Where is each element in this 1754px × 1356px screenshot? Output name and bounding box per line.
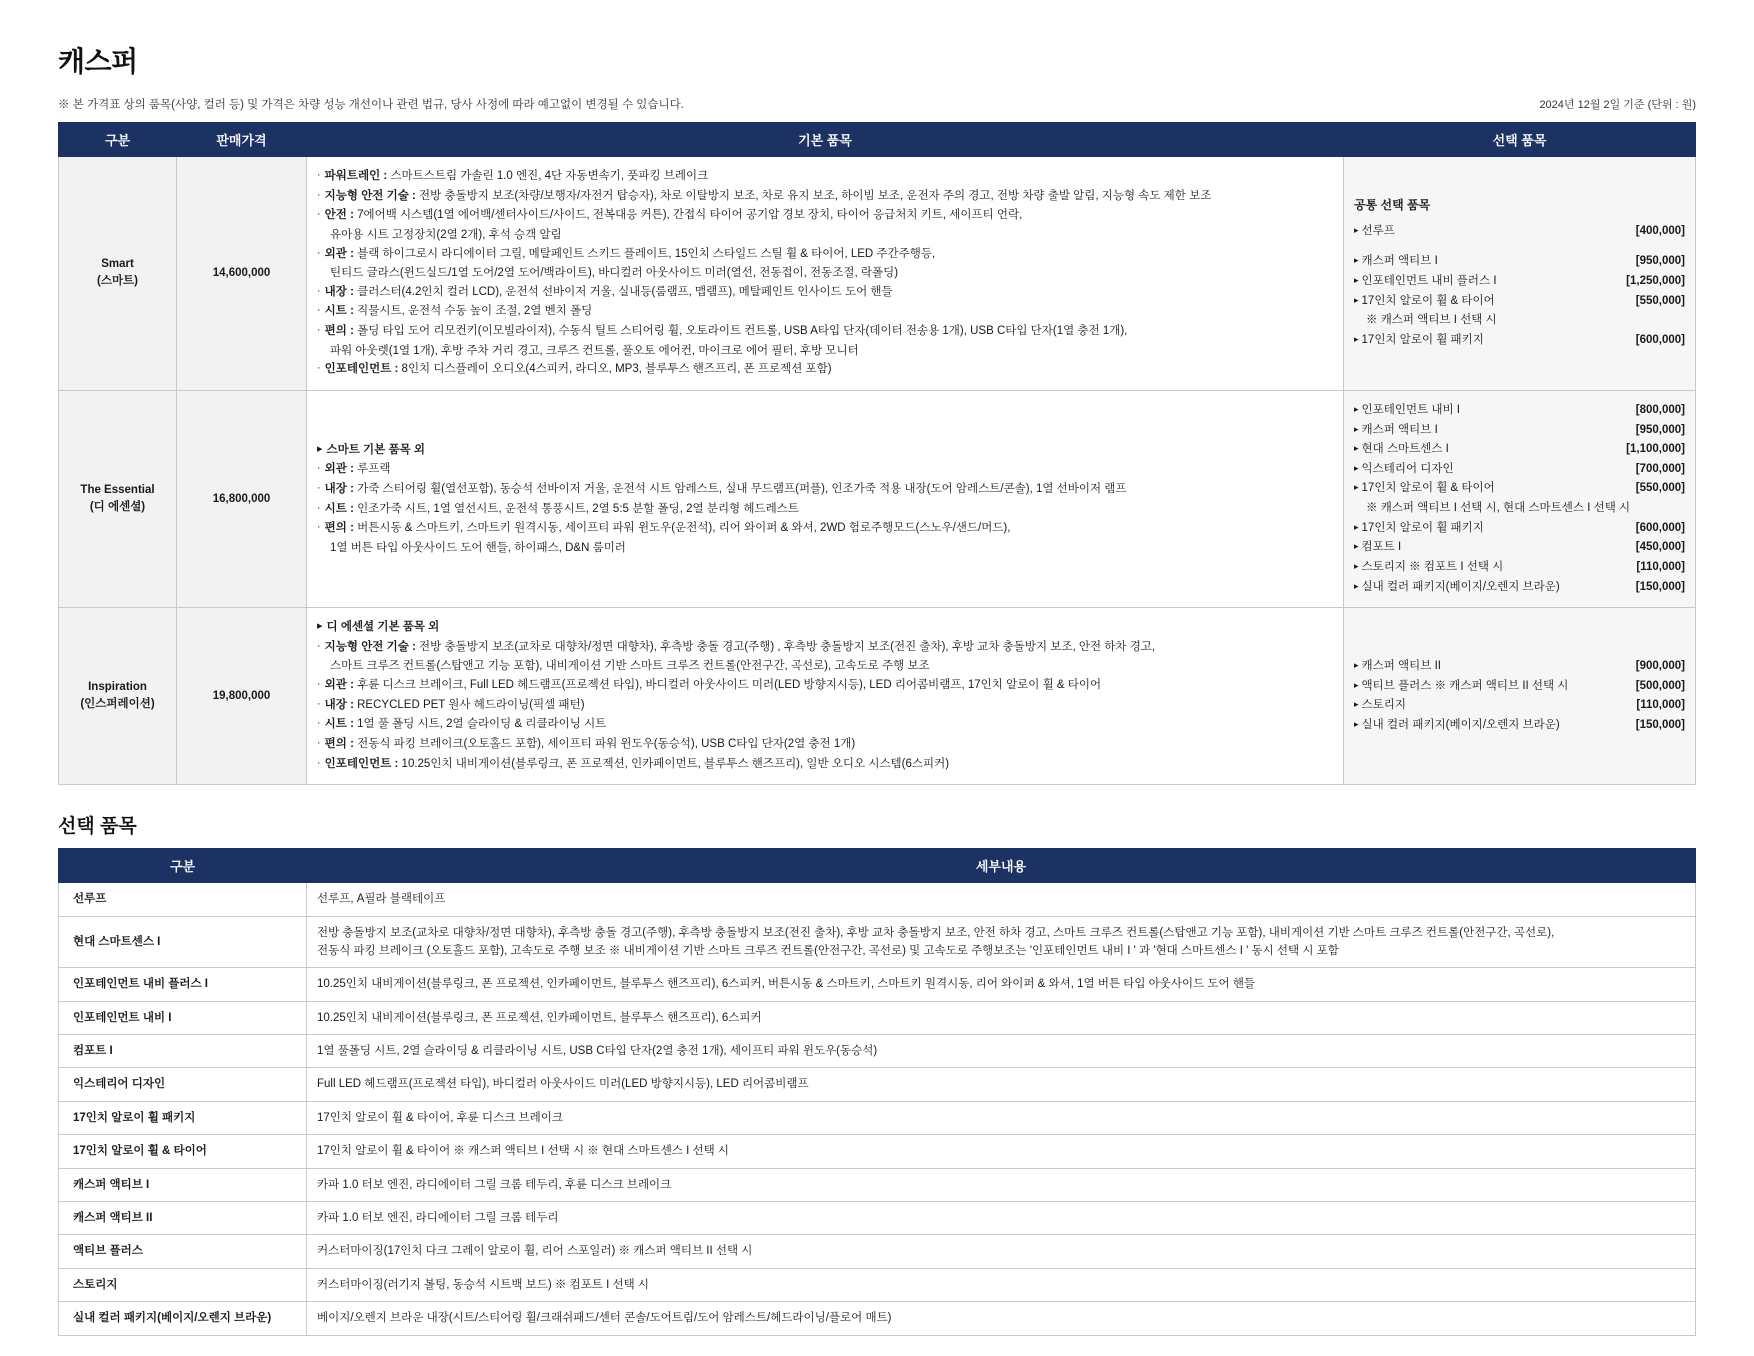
arrow-bullet-icon: ▸ (317, 442, 323, 455)
basic-item-label: 외관 : (324, 247, 354, 260)
optional-item-label: 선루프 (1361, 224, 1395, 237)
optional-item-price: [550,000] (1635, 294, 1685, 307)
arrow-bullet-icon: ▸ (1354, 333, 1359, 344)
option-category-cell: 익스테리어 디자인 (59, 1068, 307, 1101)
option-category-cell: 컴포트 I (59, 1035, 307, 1068)
option-detail-cell: 전방 충돌방지 보조(교차로 대향차/정면 대향차), 후측방 충돌 경고(주행), 후측방 충돌방지 보조(전진 출차), 후방 교차 충돌방지 보조, 안전 하차 경고, 스마트 크루즈 컨트롤(스탑앤고 기능 포함), 내비게이션 기반 스마트 크루즈 컨트롤(안전구간, 곡선로), 전동식 파킹 브레이크 (오토홀드 포함), 고속도로 주행 보조 ※ 내비게이션 기반 스마트 크루즈 컨트롤(안전구간, 곡선로) 및 고속도로 주행보조는 '인포테인먼트 내비 I ' 과 '현대 스마트센스 I ' 동시 선택 시 포함 (307, 916, 1696, 968)
option-row (59, 1035, 1696, 1068)
option-category-cell: 캐스퍼 액티브 I (59, 1168, 307, 1201)
optional-item-name (1354, 657, 1636, 676)
basic-item-label: 외관 : (324, 679, 354, 691)
basic-item-label: 시트 : (324, 305, 354, 318)
dot-bullet-icon: · (317, 756, 321, 769)
optional-item-label: 스토리지 ※ 컴포트 I 선택 시 (1361, 560, 1504, 573)
optional-item-label: 스토리지 (1361, 699, 1406, 712)
basic-item-continuation: 1열 버튼 타입 아웃사이드 도어 핸들, 하이패스, D&N 룸미러 (330, 541, 626, 554)
optional-spacer (1354, 241, 1685, 252)
basic-item-label: 외관 : (324, 463, 354, 476)
trim-name-en: Smart (101, 258, 134, 271)
basic-item-value: 10.25인치 내비게이션(블루링크, 폰 프로젝션, 인카페이먼트, 블루투스 핸즈프리), 일반 오디오 시스템(6스피커) (398, 757, 950, 770)
option-column-header-detail: 세부내용 (307, 849, 1696, 883)
optional-item (1354, 657, 1685, 676)
optional-item-label: 17인치 알로이 휠 패키지 (1361, 333, 1484, 346)
optional-item-price: [150,000] (1635, 580, 1685, 593)
optional-item (1354, 578, 1685, 597)
option-table-body (59, 883, 1696, 1335)
basic-item (317, 167, 1333, 186)
optional-group-title: 공통 선택 품목 (1354, 198, 1431, 213)
trim-price-cell: 16,800,000 (177, 390, 307, 607)
option-detail-cell: 커스터마이징(러기지 볼팅, 동승석 시트백 보드) ※ 컴포트 I 선택 시 (307, 1268, 1696, 1301)
basic-item-continuation: 스마트 크루즈 컨트롤(스탑앤고 기능 포함), 내비게이션 기반 스마트 크루즈 컨트롤(안전구간, 곡선로), 고속도로 주행 보조 (330, 660, 930, 673)
basic-item-text (325, 460, 1333, 479)
dot-bullet-icon: · (317, 169, 321, 181)
option-row (59, 1101, 1696, 1134)
optional-item (1354, 696, 1685, 715)
basic-item-text (325, 500, 1333, 519)
optional-item (1354, 479, 1685, 498)
basic-item (317, 755, 1333, 774)
basic-item (317, 735, 1333, 754)
dot-bullet-icon: · (317, 246, 321, 259)
basic-item-label: 인포테인먼트 : (324, 757, 399, 770)
optional-item (1354, 558, 1685, 577)
option-detail-table (58, 848, 1696, 1335)
optional-item (1354, 538, 1685, 557)
basic-item-value: 전방 충돌방지 보조(교차로 대향차/정면 대향차), 후측방 충돌 경고(주행) , 후측방 충돌방지 보조(전진 출차), 후방 교차 충돌방지 보조, 안전 하차 경고, (415, 640, 1156, 653)
basic-item-label: 시트 : (324, 718, 354, 731)
basic-item-value: 스마트스트림 가솔린 1.0 엔진, 4단 자동변속기, 풋파킹 브레이크 (387, 170, 709, 182)
basic-item (317, 715, 1333, 734)
optional-item-label: 액티브 플러스 ※ 캐스퍼 액티브 II 선택 시 (1361, 679, 1569, 692)
optional-item-price: [900,000] (1635, 659, 1685, 672)
basic-item (317, 187, 1333, 206)
optional-item-name (1354, 252, 1636, 271)
basic-item-text (325, 638, 1333, 657)
arrow-bullet-icon: ▸ (1354, 659, 1359, 670)
option-detail-cell: 17인치 알로이 휠 & 타이어 ※ 캐스퍼 액티브 I 선택 시 ※ 현대 스마트센스 I 선택 시 (307, 1135, 1696, 1168)
basic-item-value: RECYCLED PET 원사 헤드라이닝(픽셀 패턴) (353, 698, 585, 711)
optional-item-label: 캐스퍼 액티브 I (1361, 255, 1438, 268)
optional-item-price: [700,000] (1635, 462, 1685, 475)
basic-item (317, 500, 1333, 519)
option-category-cell: 현대 스마트센스 I (59, 916, 307, 968)
option-row (59, 916, 1696, 968)
optional-items-cell (1344, 157, 1696, 391)
arrow-bullet-icon: ▸ (1354, 423, 1359, 434)
basic-item-value: 인조가죽 시트, 1열 열선시트, 운전석 통풍시트, 2열 5:5 분할 폴딩, 2열 분리형 헤드레스트 (353, 502, 799, 515)
dot-bullet-icon: · (317, 208, 321, 221)
basic-item-label: 내장 : (324, 285, 354, 298)
optional-item-label: 컴포트 I (1361, 541, 1402, 554)
option-category-cell: 인포테인먼트 내비 플러스 I (59, 968, 307, 1001)
column-header-basic-items: 기본 품목 (307, 123, 1344, 157)
option-row (59, 883, 1696, 916)
option-detail-cell: 카파 1.0 터보 엔진, 라디에이터 그릴 크롬 테두리 (307, 1202, 1696, 1235)
basic-item-label: 내장 : (324, 482, 354, 495)
basic-item-label: 스마트 기본 품목 외 (326, 443, 425, 456)
column-header-optional-items: 선택 품목 (1344, 123, 1696, 157)
option-row (59, 1068, 1696, 1101)
basic-item-value: 루프랙 (353, 463, 391, 476)
arrow-bullet-icon: ▸ (1354, 275, 1359, 286)
dot-bullet-icon: · (317, 521, 321, 534)
option-category-cell: 17인치 알로이 휠 패키지 (59, 1101, 307, 1134)
basic-item-text (327, 618, 1333, 637)
arrow-bullet-icon: ▸ (1354, 699, 1359, 710)
optional-item (1354, 677, 1685, 696)
arrow-bullet-icon: ▸ (1354, 521, 1359, 532)
optional-item-price: [950,000] (1635, 423, 1685, 436)
basic-item-label: 파워트레인 : (324, 170, 388, 182)
option-section-title: 선택 품목 (58, 816, 137, 838)
optional-item-label: 실내 컬러 패키지(베이지/오렌지 브라운) (1361, 718, 1560, 731)
arrow-bullet-icon: ▸ (1354, 482, 1359, 493)
basic-item-text (327, 441, 1333, 460)
basic-item (317, 460, 1333, 479)
optional-item-label: 인포테인먼트 내비 I (1361, 403, 1460, 416)
optional-item (1354, 716, 1685, 735)
optional-item-label: 17인치 알로이 휠 & 타이어 (1361, 294, 1495, 307)
arrow-bullet-icon: ▸ (1354, 560, 1359, 571)
optional-item-name (1354, 331, 1636, 350)
option-row (59, 1268, 1696, 1301)
basic-items-cell (307, 608, 1344, 785)
option-category-cell: 액티브 플러스 (59, 1235, 307, 1268)
basic-item-text (325, 696, 1333, 715)
dot-bullet-icon: · (317, 284, 321, 297)
trim-name-en: The Essential (80, 483, 155, 496)
basic-item-label: 내장 : (324, 698, 354, 711)
option-detail-cell: 17인치 알로이 휠 & 타이어, 후륜 디스크 브레이크 (307, 1101, 1696, 1134)
basic-item-label: 안전 : (324, 209, 354, 222)
basic-item (317, 480, 1333, 499)
dot-bullet-icon: · (317, 697, 321, 710)
optional-item (1354, 460, 1685, 479)
basic-item-text (325, 206, 1333, 225)
page-title: 캐스퍼 (58, 46, 138, 77)
trim-price-table (58, 122, 1696, 785)
table-header-row (59, 123, 1696, 157)
basic-item (317, 696, 1333, 715)
arrow-bullet-icon: ▸ (317, 620, 323, 633)
optional-item-name (1354, 716, 1636, 735)
optional-item-label: 17인치 알로이 휠 & 타이어 (1361, 482, 1495, 495)
dot-bullet-icon: · (317, 324, 321, 336)
optional-item-name (1354, 479, 1636, 498)
basic-item-label: 시트 : (324, 502, 354, 515)
basic-item-text (325, 480, 1333, 499)
option-row (59, 968, 1696, 1001)
arrow-bullet-icon: ▸ (1354, 679, 1359, 690)
option-detail-cell: 카파 1.0 터보 엔진, 라디에이터 그릴 크롬 테두리, 후륜 디스크 브레이크 (307, 1168, 1696, 1201)
option-category-cell: 인포테인먼트 내비 I (59, 1001, 307, 1034)
basic-item (317, 441, 1333, 460)
optional-item-price: [1,250,000] (1626, 275, 1685, 288)
optional-item-name (1354, 272, 1626, 291)
optional-item-label: 캐스퍼 액티브 I (1361, 423, 1438, 436)
table-body (59, 157, 1696, 785)
trim-name-ko: (인스퍼레이션) (80, 698, 155, 711)
basic-item-value: 전방 충돌방지 보조(차량/보행자/자전거 탑승자), 차로 이탈방지 보조, 차로 유지 보조, 하이빔 보조, 운전자 주의 경고, 전방 차량 출발 알림, 지능형 속도 제한 보조 (415, 189, 1212, 202)
trim-row (59, 608, 1696, 785)
dot-bullet-icon: · (317, 362, 321, 375)
basic-item-text (325, 735, 1333, 754)
optional-item-label: 캐스퍼 액티브 II (1361, 659, 1441, 672)
dot-bullet-icon: · (317, 304, 321, 317)
dot-bullet-icon: · (317, 481, 321, 494)
option-detail-cell: 10.25인치 내비게이션(블루링크, 폰 프로젝션, 인카페이먼트, 블루투스 핸즈프리), 6스피커 (307, 1001, 1696, 1034)
trim-name-ko: (디 에센셜) (89, 501, 146, 513)
optional-item-label: 현대 스마트센스 I (1361, 443, 1449, 456)
arrow-bullet-icon: ▸ (1354, 294, 1359, 305)
optional-item-price: [110,000] (1636, 560, 1685, 573)
optional-item (1354, 292, 1685, 311)
arrow-bullet-icon: ▸ (1354, 224, 1359, 235)
optional-item (1354, 222, 1685, 241)
basic-item (317, 519, 1333, 538)
optional-item-name (1354, 292, 1636, 311)
basic-item-text (325, 322, 1333, 341)
dot-bullet-icon: · (317, 501, 321, 514)
basic-item-value: 폴딩 타입 도어 리모컨키(이모빌라이저), 수동식 틸트 스티어링 휠, 오토라이트 컨트롤, USB A타입 단자(데이터 전송용 1개), USB C타입 단자(1열 충전 1개), (353, 325, 1128, 337)
dot-bullet-icon: · (317, 736, 321, 749)
option-category-cell: 캐스퍼 액티브 II (59, 1202, 307, 1235)
basic-item-value: 클러스터(4.2인치 컬러 LCD), 운전석 선바이저 거울, 실내등(룸램프, 맵램프), 메탈페인트 인사이드 도어 핸들 (353, 285, 893, 298)
basic-item (317, 322, 1333, 341)
basic-item (317, 360, 1333, 379)
trim-name-ko: (스마트) (97, 275, 138, 288)
option-detail-cell: 1열 풀폴딩 시트, 2열 슬라이딩 & 리클라이닝 시트, USB C타입 단자(2열 충전 1개), 세이프티 파워 윈도우(동승석) (307, 1035, 1696, 1068)
optional-item-name (1354, 421, 1636, 440)
optional-item-name (1354, 696, 1636, 715)
option-row (59, 1135, 1696, 1168)
basic-item-value: 버튼시동 & 스마트키, 스마트키 원격시동, 세이프티 파워 윈도우(운전석), 리어 와이퍼 & 와셔, 2WD 험로주행모드(스노우/샌드/머드), (353, 522, 1011, 535)
trim-price-cell: 19,800,000 (177, 608, 307, 785)
basic-item-text (325, 676, 1333, 695)
trim-row (59, 390, 1696, 607)
option-row (59, 1168, 1696, 1201)
optional-item-name (1354, 578, 1636, 597)
basic-item-label: 지능형 안전 기술 : (324, 640, 416, 653)
optional-items-cell (1344, 608, 1696, 785)
option-row (59, 1001, 1696, 1034)
arrow-bullet-icon: ▸ (1354, 462, 1359, 473)
option-column-header-category: 구분 (59, 849, 307, 883)
trim-name-en: Inspiration (88, 680, 147, 693)
basic-item (317, 302, 1333, 321)
dot-bullet-icon: · (317, 188, 321, 201)
basic-item-value: 후륜 디스크 브레이크, Full LED 헤드램프(프로젝션 타입), 바디컬러 아웃사이드 미러(LED 방향지시등), LED 리어콤비램프, 17인치 알로이 휠 & 타이어 (353, 679, 1102, 691)
option-category-cell: 17인치 알로이 휠 & 타이어 (59, 1135, 307, 1168)
optional-item-label: 실내 컬러 패키지(베이지/오렌지 브라운) (1361, 580, 1560, 593)
option-detail-cell: Full LED 헤드램프(프로젝션 타입), 바디컬러 아웃사이드 미러(LED 방향지시등), LED 리어콤비램프 (307, 1068, 1696, 1101)
option-category-cell: 스토리지 (59, 1268, 307, 1301)
arrow-bullet-icon: ▸ (1354, 443, 1359, 454)
basic-item-continuation: 틴티드 글라스(윈드실드/1열 도어/2열 도어/백라이트), 바디컬러 아웃사이드 미러(열선, 전동접이, 전동조절, 락폴딩) (330, 267, 899, 280)
trim-name-cell (59, 390, 177, 607)
basic-items-cell (307, 157, 1344, 391)
basic-item-value: 7에어백 시스템(1열 에어백/센터사이드/사이드, 전복대응 커튼), 간접식 타이어 공기압 경보 장치, 타이어 응급처치 키트, 세이프티 언락, (353, 209, 1023, 222)
basic-item-label: 편의 : (324, 737, 354, 750)
optional-item-name (1354, 519, 1636, 538)
basic-item-value: 직물시트, 운전석 수동 높이 조절, 2열 벤치 폴딩 (353, 305, 593, 318)
optional-item-price: [800,000] (1635, 403, 1685, 416)
option-detail-cell: 10.25인치 내비게이션(블루링크, 폰 프로젝션, 인카페이먼트, 블루투스 핸즈프리), 6스피커, 버튼시동 & 스마트키, 스마트키 원격시동, 리어 와이퍼 & 와셔, 1열 버튼 타입 아웃사이드 도어 핸들 (307, 968, 1696, 1001)
optional-items-cell (1344, 390, 1696, 607)
as-of-date: 2024년 12월 2일 기준 (단위 : 원) (1539, 99, 1696, 111)
basic-item (317, 245, 1333, 264)
basic-item-value: 블랙 하이그로시 라디에이터 그릴, 메탈페인트 스키드 플레이트, 15인치 스타일드 스틸 휠 & 타이어, LED 주간주행등, (353, 247, 936, 260)
disclaimer-note: ※ 본 가격표 상의 품목(사양, 컬러 등) 및 가격은 차량 성능 개선이나 관련 법규, 당사 사정에 따라 예고없이 변경될 수 있습니다. (58, 99, 684, 111)
basic-item-label: 디 에센셜 기본 품목 외 (326, 621, 440, 634)
arrow-bullet-icon: ▸ (1354, 541, 1359, 552)
optional-item-price: [600,000] (1635, 333, 1685, 346)
optional-item-price: [500,000] (1635, 679, 1685, 692)
optional-item-label: 익스테리어 디자인 (1361, 462, 1454, 475)
basic-item (317, 283, 1333, 302)
basic-item-label: 인포테인먼트 : (324, 363, 399, 376)
option-detail-cell: 커스터마이징(17인치 다크 그레이 알로이 휠, 리어 스포일러) ※ 캐스퍼 액티브 II 선택 시 (307, 1235, 1696, 1268)
optional-item-price: [450,000] (1635, 541, 1685, 554)
optional-note: ※ 캐스퍼 액티브 I 선택 시, 현대 스마트센스 I 선택 시 (1366, 502, 1631, 514)
optional-item-name (1354, 440, 1626, 459)
optional-item-price: [400,000] (1635, 224, 1685, 237)
basic-item-value: 1열 풀 폴딩 시트, 2열 슬라이딩 & 리클라이닝 시트 (353, 718, 607, 731)
basic-item-label: 편의 : (324, 325, 354, 337)
option-category-cell: 선루프 (59, 883, 307, 916)
trim-row (59, 157, 1696, 391)
trim-price-cell: 14,600,000 (177, 157, 307, 391)
optional-item (1354, 421, 1685, 440)
arrow-bullet-icon: ▸ (1354, 255, 1359, 266)
optional-item-price: [1,100,000] (1626, 443, 1685, 456)
optional-item-name (1354, 222, 1636, 241)
basic-item-text (325, 519, 1333, 538)
optional-item-price: [110,000] (1636, 699, 1685, 712)
basic-item-text (325, 360, 1333, 379)
optional-item-price: [950,000] (1635, 255, 1685, 268)
optional-item (1354, 519, 1685, 538)
basic-item (317, 206, 1333, 225)
trim-name-cell (59, 157, 177, 391)
basic-item (317, 676, 1333, 695)
trim-name-cell (59, 608, 177, 785)
basic-item-label: 편의 : (324, 522, 354, 535)
optional-item-price: [150,000] (1635, 718, 1685, 731)
option-row (59, 1302, 1696, 1335)
optional-item (1354, 331, 1685, 350)
option-row (59, 1202, 1696, 1235)
dot-bullet-icon: · (317, 462, 321, 475)
column-header-category: 구분 (59, 123, 177, 157)
optional-item-name (1354, 558, 1636, 577)
optional-item-label: 17인치 알로이 휠 패키지 (1361, 521, 1484, 534)
basic-item-text (325, 715, 1333, 734)
column-header-price: 판매가격 (177, 123, 307, 157)
basic-item-continuation: 파워 아웃렛(1열 1개), 후방 주차 거리 경고, 크루즈 컨트롤, 풀오토 에어컨, 마이크로 에어 필터, 후방 모니터 (330, 344, 859, 357)
basic-item-text (325, 187, 1333, 206)
arrow-bullet-icon: ▸ (1354, 403, 1359, 414)
optional-item-price: [550,000] (1635, 482, 1685, 495)
optional-item-name (1354, 401, 1636, 420)
basic-item-continuation: 유아용 시트 고정장치(2열 2개), 후석 승객 알림 (330, 228, 562, 241)
optional-item-price: [600,000] (1635, 521, 1685, 534)
basic-items-cell (307, 390, 1344, 607)
optional-item (1354, 401, 1685, 420)
arrow-bullet-icon: ▸ (1354, 718, 1359, 729)
basic-item (317, 638, 1333, 657)
basic-item-text (325, 302, 1333, 321)
optional-item-name (1354, 538, 1636, 557)
dot-bullet-icon: · (317, 717, 321, 730)
optional-item-name (1354, 677, 1636, 696)
basic-item-value: 가죽 스티어링 휠(열선포함), 동승석 선바이저 거울, 운전석 시트 암레스트, 실내 무드램프(퍼플), 인조가죽 적용 내장(도어 암레스트/콘솔), 1열 선바이저 램프 (353, 482, 1127, 495)
basic-item-text (325, 167, 1333, 186)
dot-bullet-icon: · (317, 678, 321, 690)
optional-item (1354, 252, 1685, 271)
note-row (58, 96, 1696, 112)
option-detail-cell: 선루프, A필라 블랙테이프 (307, 883, 1696, 916)
optional-item (1354, 440, 1685, 459)
basic-item-label: 지능형 안전 기술 : (324, 189, 416, 202)
dot-bullet-icon: · (317, 639, 321, 652)
optional-note: ※ 캐스퍼 액티브 I 선택 시 (1366, 314, 1497, 327)
option-category-cell: 실내 컬러 패키지(베이지/오렌지 브라운) (59, 1302, 307, 1335)
optional-item-name (1354, 460, 1636, 479)
basic-item (317, 618, 1333, 637)
optional-item-label: 인포테인먼트 내비 플러스 I (1361, 275, 1497, 288)
basic-item-text (325, 283, 1333, 302)
basic-item-value: 전동식 파킹 브레이크(오토홀드 포함), 세이프티 파워 윈도우(동승석), USB C타입 단자(2열 충전 1개) (353, 737, 856, 750)
arrow-bullet-icon: ▸ (1354, 580, 1359, 591)
option-table-header-row (59, 849, 1696, 883)
option-detail-cell: 베이지/오렌지 브라운 내장(시트/스티어링 휠/크래쉬패드/센터 콘솔/도어트림/도어 암레스트/헤드라이닝/플로어 매트) (307, 1302, 1696, 1335)
optional-item (1354, 272, 1685, 291)
basic-item-text (325, 755, 1333, 774)
basic-item-value: 8인치 디스플레이 오디오(4스피커, 라디오, MP3, 블루투스 핸즈프리, 폰 프로젝션 포함) (398, 363, 832, 376)
basic-item-text (325, 245, 1333, 264)
